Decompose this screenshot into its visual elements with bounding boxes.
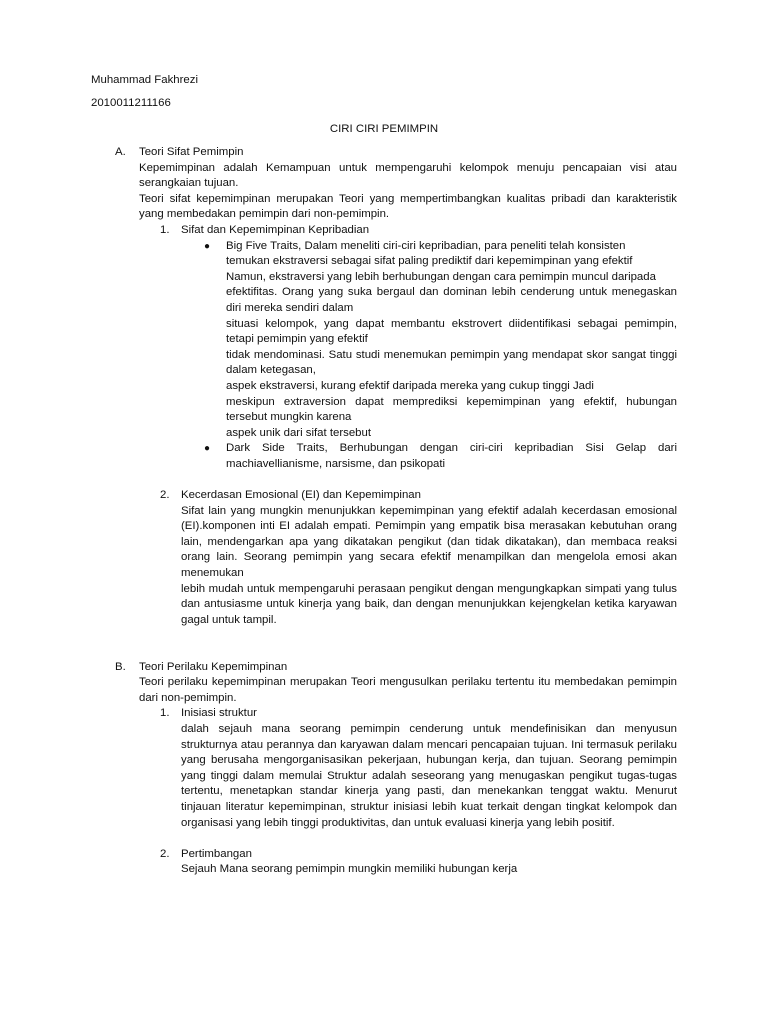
bullet-item-big-five bbox=[204, 239, 677, 442]
subsection-a1-title: Sifat dan Kepemimpinan Kepribadian bbox=[181, 223, 370, 236]
section-a-marker: A. bbox=[115, 146, 126, 158]
bullet-line: tidak mendominasi. Satu studi menemukan pemimpin yang mendapat skor sangat tinggi dalam ketegasan, bbox=[226, 348, 677, 377]
subsection-b2-heading bbox=[160, 847, 677, 863]
author-name: Muhammad Fakhrezi bbox=[91, 74, 198, 86]
bullet-line: Namun, ekstraversi yang lebih berhubungan dengan cara pemimpin muncul daripada bbox=[226, 270, 656, 283]
bullet-line: aspek ekstraversi, kurang efektif daripada mereka yang cukup tinggi Jadi bbox=[226, 379, 594, 392]
bullet-icon: ● bbox=[204, 443, 211, 455]
bullet-line: situasi kelompok, yang dapat membantu ekstrovert diidentifikasi sebagai pemimpin, tetapi pemimpin yang efektif bbox=[226, 317, 677, 346]
bullet-line: efektifitas. Orang yang suka bergaul dan dominan lebih cenderung untuk menegaskan diri mereka sendiri dalam bbox=[226, 286, 677, 314]
subsection-b1-body: dalah sejauh mana seorang pemimpin cenderung untuk mendefinisikan dan menyusun strukturnya atau perannya dan karyawan dalam mencari pencapaian tujuan. Ini termasuk perilaku yang berusaha mengorganisasikan pekerjaan, hubungan kerja, dan tujuan. Seorang pemimpin yang tinggi dalam memulai Struktur adalah seseorang yang menugaskan pengikut tugas-tugas tertentu, menetapkan standar kinerja yang pasti, dan menekankan tenggat waktu. Menurut tinjauan literatur kepemimpinan, struktur inisiasi lebih kuat terkait dengan tingkat kelompok dan organisasi yang lebih tinggi produktivitas, dan untuk evaluasi kinerja yang lebih positif. bbox=[181, 722, 677, 829]
subsection-a1-marker: 1. bbox=[160, 223, 170, 236]
subsection-a1-heading bbox=[160, 223, 677, 239]
bullet-item-dark-side bbox=[204, 441, 677, 472]
section-b-heading bbox=[115, 660, 677, 676]
section-a bbox=[115, 145, 677, 878]
bullet-icon: ● bbox=[204, 240, 211, 252]
bullet-list bbox=[204, 239, 677, 473]
bullet-line: aspek unik dari sifat tersebut bbox=[226, 426, 371, 439]
document-title: CIRI CIRI PEMIMPIN bbox=[329, 123, 439, 135]
bullet-line: temukan ekstraversi sebagai sifat paling prediktif dari kepemimpinan yang efektif bbox=[226, 255, 633, 268]
section-b-title: Teori Perilaku Kepemimpinan bbox=[139, 660, 288, 673]
subsection-a2-title: Kecerdasan Emosional (EI) dan Kepemimpinan bbox=[181, 489, 421, 502]
subsection-a2-body-1: Sifat lain yang mungkin menunjukkan kepemimpinan yang efektif adalah kecerdasan emosional (EI).komponen inti EI adalah empati. Pemimpin yang empatik bisa merasakan kebutuhan orang lain, mendengarkan apa yang dikatakan pengikut (dan tidak dikatakan), dan membaca reaksi orang lain. Seorang pemimpin yang secara efektif menampilkan dan mengelola emosi akan menemukan bbox=[181, 504, 677, 580]
section-a-title: Teori Sifat Pemimpin bbox=[139, 146, 244, 158]
subsection-b1-title: Inisiasi struktur bbox=[181, 707, 257, 720]
subsection-b2-body: Sejauh Mana seorang pemimpin mungkin memiliki hubungan kerja bbox=[181, 863, 518, 876]
bullet-line: Big Five Traits, Dalam meneliti ciri-ciri kepribadian, para peneliti telah konsisten bbox=[226, 239, 626, 252]
subsection-b1-heading bbox=[160, 706, 677, 722]
subsection-b1-marker: 1. bbox=[160, 707, 170, 720]
bullet-line: meskipun extraversion dapat memprediksi kepemimpinan yang efektif, hubungan tersebut mungkin karena bbox=[226, 395, 677, 424]
student-id: 2010011211166 bbox=[91, 97, 171, 109]
section-a-heading bbox=[115, 145, 677, 161]
subsection-b2-title: Pertimbangan bbox=[181, 847, 252, 860]
section-b-paragraph: Teori perilaku kepemimpinan merupakan Teori mengusulkan perilaku tertentu itu membedakan pemimpin dari non-pemimpin. bbox=[139, 676, 677, 704]
section-a-paragraph-1: Kepemimpinan adalah Kemampuan untuk mempengaruhi kelompok menuju pencapaian visi atau serangkaian tujuan. bbox=[139, 161, 677, 190]
subsection-a2-marker: 2. bbox=[160, 489, 170, 502]
subsection-a2-body-2: lebih mudah untuk mempengaruhi perasaan pengikut dengan mengungkapkan simpati yang tulus dan antusiasme untuk kinerja yang baik, dan dengan menunjukkan kejengkelan ketika karyawan gagal untuk tampil. bbox=[181, 582, 677, 626]
subsection-a2-heading bbox=[160, 488, 677, 504]
subsection-b2-marker: 2. bbox=[160, 847, 170, 860]
section-a-paragraph-2: Teori sifat kepemimpinan merupakan Teori yang mempertimbangkan kualitas pribadi dan karakteristik yang membedakan pemimpin dari non-pemimpin. bbox=[139, 192, 677, 221]
section-b-marker: B. bbox=[115, 660, 126, 673]
bullet-text: Dark Side Traits, Berhubungan dengan ciri-ciri kepribadian Sisi Gelap dari machiavellianisme, narsisme, dan psikopati bbox=[226, 442, 677, 470]
